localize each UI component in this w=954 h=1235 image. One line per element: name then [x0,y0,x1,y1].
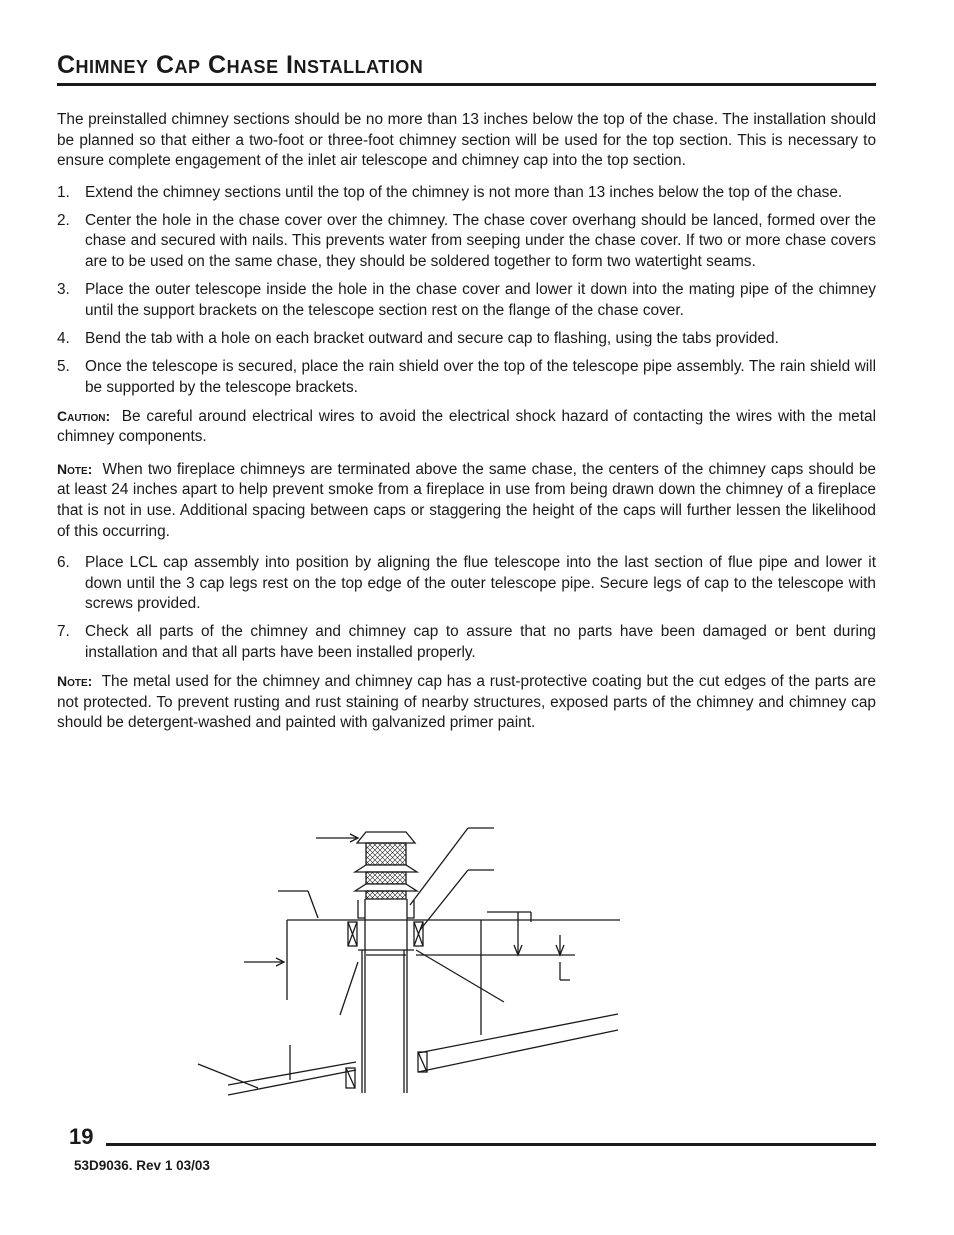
step-number: 6. [57,554,70,572]
chimney-chase-diagram-icon [190,820,630,1100]
document-body [57,110,876,745]
document-revision: 53D9036. Rev 1 03/03 [74,1158,210,1173]
step-text: Place LCL cap assembly into position by aligning the flue telescope into the last section of flue pipe and lower it down until the 3 cap legs rest on the top edge of the outer telescope pipe. Secure legs of cap to the telescope with screws provided. [85,554,876,613]
list-item [57,183,876,204]
step-number: 1. [57,183,70,201]
intro-paragraph: The preinstalled chimney sections should be no more than 13 inches below the top of the chase. The installation should be planned so that either a two-foot or three-foot chimney section will be used for the top section. This is necessary to ensure complete engagement of the inlet air telescope and chimney cap into the top section. [57,111,876,170]
step-number: 7. [57,623,70,641]
step-number: 2. [57,211,70,229]
list-item [57,622,876,663]
step-number: 4. [57,329,70,347]
step-text: Bend the tab with a hole on each bracket outward and secure cap to flashing, using the tabs provided. [85,329,779,347]
list-item [57,211,876,273]
note-text: The metal used for the chimney and chimney cap has a rust-protective coating but the cut edges of the parts are not protected. To prevent rusting and rust staining of nearby structures, exposed parts of the chimney and chimney cap should be detergent-washed and painted with galvanized primer paint. [57,673,876,732]
step-text: Check all parts of the chimney and chimney cap to assure that no parts have been damaged or bent during installation and that all parts have been installed properly. [85,623,876,662]
note-paragraph [57,459,876,542]
footer-divider [106,1143,876,1146]
step-text: Once the telescope is secured, place the rain shield over the top of the telescope pipe assembly. The rain shield will be supported by the telescope brackets. [85,357,876,396]
page-title: Chimney Cap Chase Installation [57,51,424,79]
diagram-svg [190,820,630,1100]
steps-list-a [57,183,876,398]
note-label: Note: [57,673,93,690]
step-text: Place the outer telescope inside the hole in the chase cover and lower it down into the mating pipe of the chimney until the support brackets on the telescope section rest on the flange of the chase cover. [85,281,876,319]
steps-list-b [57,553,876,663]
title-divider [57,83,876,86]
note-label: Note: [57,460,93,477]
page-number: 19 [69,1124,94,1149]
list-item [57,553,876,615]
list-item [57,329,876,350]
step-text: Extend the chimney sections until the top of the chimney is not more than 13 inches below the top of the chase. [85,183,843,201]
list-item [57,357,876,398]
caution-text: Be careful around electrical wires to avoid the electrical shock hazard of contacting the wires with the metal chimney components. [57,407,876,446]
list-item [57,280,876,321]
note-paragraph [57,671,876,734]
step-number: 3. [57,281,70,299]
caution-label: Caution: [57,407,111,424]
step-text: Center the hole in the chase cover over the chimney. The chase cover overhang should be lanced, formed over the chase and secured with nails. This prevents water from seeping under the chase cover. If two or more chase covers are to be used on the same chase, they should be soldered together to form two watertight seams. [85,211,876,271]
caution-paragraph [57,406,876,448]
step-number: 5. [57,357,70,375]
note-text: When two fireplace chimneys are terminated above the same chase, the centers of the chimney caps should be at least 24 inches apart to help prevent smoke from a fireplace in use from being drawn down the chimney of a fireplace that is not in use. Additional spacing between caps or staggering the height of the caps will further lessen the likelihood of this occurring. [57,460,876,540]
